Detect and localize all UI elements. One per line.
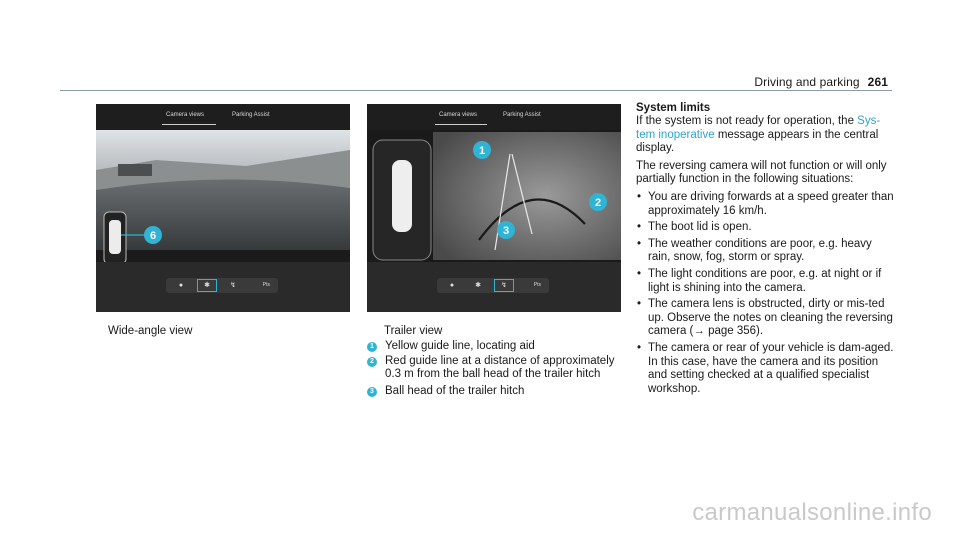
bullet-icon: • (637, 341, 642, 354)
legend-item (367, 385, 627, 398)
active-tab-underline (435, 124, 487, 125)
trailer-caption: Trailer view (384, 325, 443, 337)
tab-camera-views: Camera views (439, 112, 478, 118)
screen-topbar (96, 104, 350, 130)
callout-2: 2 (594, 197, 602, 209)
bullet-icon: • (637, 267, 642, 280)
screen-bottom-bar (96, 262, 350, 312)
intro-text-end: message appears in the central display. (636, 128, 879, 155)
intro-paragraph (636, 115, 894, 156)
callout-1: 1 (478, 145, 486, 157)
list-item (636, 191, 894, 218)
watermark: carmanualsonline.info (692, 499, 932, 526)
parked-car (118, 164, 152, 176)
callout-3: 3 (502, 225, 510, 237)
trailer-view-image (367, 104, 621, 312)
pts-button[interactable]: Pts (262, 282, 270, 288)
system-limits-section (636, 102, 894, 399)
section-title: Driving and parking (754, 75, 860, 89)
list-item (636, 238, 894, 265)
intro-text: If the system is not ready for operation, the (636, 115, 858, 127)
legend-number: 2 (367, 357, 377, 367)
list-item-text: The camera or rear of your vehicle is dam-aged. In this case, have the camera and its position and setting checked at a qualified specialist workshop. (648, 341, 894, 395)
list-item-text: The light conditions are poor, e.g. at night or if light is shining into the camera. (648, 267, 882, 294)
bullet-icon: • (637, 221, 642, 234)
legend-item (367, 340, 627, 353)
bullet-icon: • (637, 237, 642, 250)
wide-angle-caption: Wide-angle view (108, 325, 193, 337)
list-item-text: The camera lens is obstructed, dirty or mis-ted up. Observe the notes on cleaning the reversing camera (→ page 356). (648, 298, 893, 338)
trailer-view-button[interactable]: ↯ (230, 282, 236, 289)
person-view-button[interactable]: ● (178, 282, 184, 289)
wide-angle-view-image (96, 104, 350, 312)
message-link[interactable]: Sys-tem inoperative (636, 115, 881, 141)
person-view-button[interactable]: ● (449, 282, 455, 289)
active-tab-underline (162, 124, 216, 125)
pts-button[interactable]: Pts (533, 282, 541, 288)
legend-item (367, 355, 627, 381)
situations-paragraph: The reversing camera will not function or will only partially function in the following situations: (636, 159, 887, 186)
wide-angle-button[interactable]: ✱ (475, 282, 481, 289)
tab-parking-assist: Parking Assist (232, 112, 270, 118)
screen-topbar (367, 104, 621, 130)
car-icon (392, 160, 412, 232)
header-rule (60, 90, 892, 91)
section-heading: System limits (636, 102, 711, 114)
screen-bottom-bar (367, 262, 621, 312)
road (96, 179, 350, 262)
legend-text: Red guide line at a distance of approximately 0.3 m from the ball head of the trailer hitch (385, 355, 615, 380)
bullet-icon: • (637, 298, 642, 311)
legend-number: 1 (367, 342, 377, 352)
legend-text: Yellow guide line, locating aid (385, 340, 535, 352)
list-item-text: The boot lid is open. (648, 221, 752, 234)
tab-camera-views: Camera views (166, 112, 205, 118)
camera-button-row (166, 278, 278, 293)
camera-button-row (437, 278, 549, 293)
list-item (636, 342, 894, 396)
list-item-text: The weather conditions are poor, e.g. heavy rain, snow, fog, storm or spray. (648, 237, 872, 264)
wide-angle-button[interactable]: ✱ (198, 280, 216, 291)
bullet-icon: • (637, 190, 642, 203)
legend-number: 3 (367, 387, 377, 397)
trailer-view-button[interactable]: ↯ (495, 280, 513, 291)
list-item (636, 268, 894, 295)
legend-text: Ball head of the trailer hitch (385, 385, 525, 397)
callout-6: 6 (149, 230, 157, 242)
limits-list (636, 191, 894, 396)
list-item-text: You are driving forwards at a speed greater than approximately 16 km/h. (648, 190, 894, 217)
car-icon (109, 220, 121, 254)
tab-parking-assist: Parking Assist (503, 112, 541, 118)
page-number: 261 (867, 75, 888, 89)
list-item (636, 221, 894, 235)
list-item (636, 298, 894, 339)
page-header (754, 75, 888, 89)
